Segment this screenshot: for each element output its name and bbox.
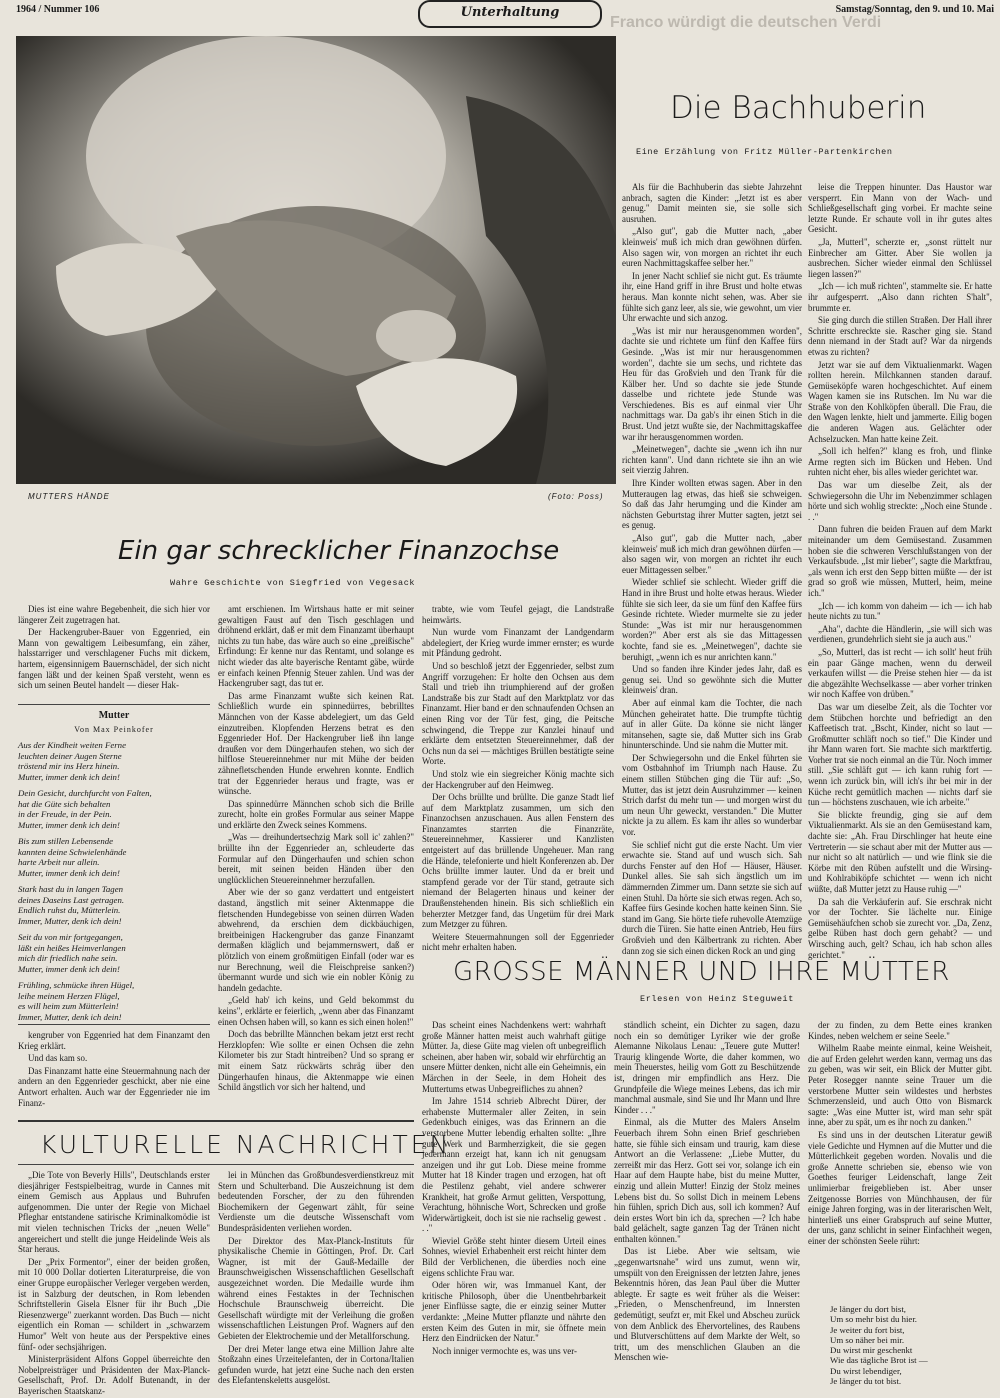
poem-stanza (18, 740, 210, 782)
paragraph: Das war um dieselbe Zeit, als die Tochter vor dem Stübchen horchte und befriedigt an den Kaffeetisch trat. „Bscht, Kinder, nicht so laut — Großmutter schläft noch so tief." Die Kinder und ihr Mann waren fort. Sie machte sich marktfertig. Vorher trat sie noch einmal an die Tür. Noch immer still. „Sie schläft gut — ich kann ruhig fort — wenn ich zurück bin, will ich's ihr bei mir in der Küche recht gemütlich machen — nichts darf sie tun — höchstens zuschauen, wie ich arbeite." (808, 701, 992, 808)
paragraph: Das war um dieselbe Zeit, als der Schwiegersohn die Uhr im Nebenzimmer schlagen hörte und sich wohlig streckte: „Noch eine Stunde . . ." (808, 480, 992, 522)
poem-line: deines Daseins Last getragen. (18, 894, 125, 905)
poem-stanza (18, 980, 210, 1022)
paragraph: Weitere Steuermahnungen soll der Eggenrieder nicht mehr erhalten haben. (422, 931, 614, 953)
story-grosse-maenner-column-1 (422, 1020, 606, 1394)
paragraph: Ministerpräsident Alfons Goppel überreichte den Nobelpreisträger und Präsidenten der Max-Planck-Gesellschaft, Prof. Dr. Adolf Butenandt, in der Bayerischen Staatskanz- (18, 1354, 210, 1396)
photo-illustration (16, 36, 616, 484)
verse-line: Um so mehr bist du hier. (830, 1314, 917, 1325)
poem-line: kannten deine Schwielenhände (18, 846, 127, 857)
paragraph: Das arme Finanzamt wußte sich keinen Rat. Schließlich wurde ein spinnedürres, bebrilltes Männchen von der Kasse abdelegiert, um das Geld einzutreiben. Klopfenden Herzens betrat es den Eggenrieder Hof. Der Hackengruber ließ ihn lange draußen vor dem Düngerhaufen stehen, wo sich der hilflose Steuereinnehmer nur mit Mühe der beiden zähnefletschenden Hunde erwehren konnte. Endlich trat der Eggenrieder heraus und fragte, was er wünsche. (218, 690, 414, 797)
story-title-bachhuberin: Die Bachhuberin (670, 90, 927, 126)
story-title-finanzochse: Ein gar schrecklicher Finanzochse (118, 536, 560, 566)
paragraph: Und das kam so. (28, 1053, 88, 1064)
poem-box (18, 710, 210, 1028)
poem-line: Mutter, immer denk ich dein! (18, 963, 120, 974)
bleed-through-headline: Franco würdigt die deutschen Verdi (610, 14, 882, 31)
paragraph: der zu finden, zu dem Bette eines kranken Kindes, neben welchem er seine Seele." (808, 1020, 992, 1041)
photo-caption: MUTTERS HÄNDE (28, 492, 110, 501)
epitaph-verse (830, 1304, 990, 1386)
poem-line: harte Arbeit nur allein. (18, 857, 100, 867)
poem-title: Mutter (98, 710, 130, 721)
paragraph: „Meinetwegen", dachte sie „wenn ich ihn nur richten kann". Und dann richtete sie ihn an wie seit vierzig Jahren. (622, 444, 802, 476)
story-byline-grosse-maenner: Erlesen von Heinz Steguweit (640, 994, 794, 1004)
poem-body (18, 740, 210, 1022)
verse-line: Je länger du dort bist, (830, 1304, 906, 1314)
poem-line: Immer, Mutter, denk ich dein! (18, 915, 122, 926)
poem-stanza (18, 884, 210, 926)
paragraph: Jetzt war sie auf dem Viktualienmarkt. Wagen rollten herein. Milchkannen standen darauf. Gemüseköpfe waren hochgeschichtet. Auf einem Wagen kamen sie ins Rutschen. Im Nu war die Straße von den Kohlköpfen überall. Die Frau, die den Wagen lenkte, hielt und jammerte. Eilig bogen die anderen Wagen aus. Gelächter oder Achselzucken. Man hatte keine Zeit. (808, 359, 992, 444)
paragraph: Als für die Bachhuberin das siebte Jahrzehnt anbrach, sagten die Kinder: „Jetzt ist es aber genug." Damit meinten sie, sie solle sich ausruhen. (622, 182, 802, 224)
poem-line: tröstend mir ins Herz hinein. (18, 761, 120, 771)
paragraph: Der drei Meter lange etwa eine Million Jahre alte Stoßzahn eines Urzeitelefanten, der in Cortona/Italien gefunden wurde, hat jetzt eine Suche nach den ersten des Elefantenskeletts ausgelöst. (218, 1343, 414, 1386)
verse-line: Du wirst lebendiger, (830, 1365, 902, 1376)
paragraph: Einmal, als die Mutter des Malers Anselm Feuerbach ihrem Sohn einen Brief geschrieben hatte, sie fühle sich einsam und traurig, kam diese Antwort an die Verlassene: „Liebe Mutter, du zerreißt mir das Herz. Gott sei vor, solange ich ein Haar auf dem Haupte habe, bist du meine Mutter, einzig und allein Mutter! Einzig der Stolz meines Lebens bist du. So sollst Dich in meinem Lebens hin fühlen, sprich Dich aus, soll ich kommen? Auf dein erstes Wort bin ich da, sprechen —? Ich habe bald gelächelt, sagte ganzen Tag der Tränen nicht enthalten können." (614, 1117, 800, 1244)
news-section-title: KULTURELLE NACHRICHTEN (40, 1130, 452, 1159)
paragraph: „Ich — ich komm von daheim — ich — ich hab heute nichts zu tun." (808, 600, 992, 622)
poem-line: Seit du von mir fortgegangen, (18, 932, 123, 942)
paragraph: Der Direktor des Max-Planck-Instituts für physikalische Chemie in Göttingen, Prof. Dr. Carl Wagner, ist mit der Gauß-Medaille der Braunschweigischen Wissenschaftlichen Gesellschaft ausgezeichnet worden. Die Medaille wurde ihm während eines Festaktes in der Technischen Hochschule Braunschweig überreicht. Die Gesellschaft würdigte mit der Verleihung die großen wissenschaftlichen Leistungen Prof. Wagners auf den Gebieten der Elektrochemie und der Metallforschung. (218, 1235, 414, 1341)
paragraph: trabte, wie vom Teufel gejagt, die Landstraße heimwärts. (422, 604, 614, 625)
paragraph: Das Finanzamt hatte eine Steuermahnung nach der andern an den Eggenrieder geschickt, aber nie eine Antwort erhalten. Auch war der Eggenrieder nie im Finanz- (18, 1065, 210, 1108)
poem-line: es will heim zum Mütterlein! (18, 1001, 119, 1011)
poem-line: Aus der Kindheit weiten Ferne (18, 740, 126, 750)
story-byline-finanzochse: Wahre Geschichte von Siegfried von Vegesack (170, 578, 416, 588)
paragraph: „So, Mutterl, das ist recht — ich sollt' heut früh ein paar Gänge machen, wenn du derweil verkaufen willst — die Preise stehen hier — da ist die abgezählte Wechselkasse — aber vorher trinken wir noch Kaffee von drüben." (808, 646, 992, 700)
paragraph: Und so beschloß jetzt der Eggenrieder, selbst zum Angriff vorzugehen: Er holte den Ochsen aus dem Stall und trieb ihn triumphierend auf der großen Landstraße bis zur Stadt auf den Marktplatz vor das Finanzamt. Hier band er den schnaufenden Ochsen an einen Ring vor der Tür fest, ging, die Peitsche schwingend, die Treppe zur Kanzlei hinauf und erklärte dem entsetzten Steuereinnehmer, daß der Ochs nun da sei — mächtiges Brüllen bestätigte seine Worte. (422, 660, 614, 767)
paragraph: Ihre Kinder wollten etwas sagen. Aber in den Mutteraugen lag etwas, das hieß sie schweigen. So daß das Jahr herumging und die Kinder am nächsten Geburtstag ihrer Mutter sagten, jetzt sei es genug. (622, 478, 802, 531)
paragraph: Noch inniger vermochte es, was uns ver- (432, 1345, 577, 1356)
verse-line: Um so näher bei mir. (830, 1334, 905, 1345)
story-finanzochse-column-3 (422, 604, 614, 953)
issue-date: Samstag/Sonntag, den 9. und 10. Mai (835, 4, 994, 15)
story-finanzochse-column-2 (218, 604, 414, 1108)
paragraph: Dann fuhren die beiden Frauen auf dem Markt miteinander um dem Gemüsestand. Zusammen hoben sie die schweren Verschlußstangen von der Verkaufsbude. „Ist mir lieber", sagte die Marktfrau, „als wenn ich erst den Sepp bitten müßte — der ist grad so groß wie müssen, Mutterl, heim, meine ich." (808, 524, 992, 598)
verse-line: Je länger du tot bist. (830, 1376, 902, 1387)
paragraph: Im Jahre 1514 schrieb Albrecht Dürer, der erhabenste Muttermaler aller Zeiten, in sein Gedenkbuch einiges, was das Erinnern an die verstorbene Mutter lebendig erhalten sollte: „Ihre gute Werk und Barmherzigkeit, die sie gegen jedermann erzeigt hat, kann ich nit genugsam anzeigen und ihr gut Lob. Diese meine fromme Mutter hat 18 Kinder tragen und erzogen, hat oft die Pestilenz gehabt, viel andere schwerer Krankheit, hat große Armut gelitten, Verspottung, Verachtung, höhnische Wort, Schrecken und große Widerwärtigkeit, doch ist sie nie rachselig gewest . . ." (422, 1096, 606, 1234)
paragraph: Wieviel Größe steht hinter diesem Urteil eines Sohnes, wieviel Erhabenheit erst reicht hinter dem Bild der Verblichenen, die überdies noch eine eigens schlichte Frau war. (422, 1235, 606, 1278)
story-grosse-maenner-column-2 (614, 1020, 800, 1394)
paragraph: Da sah die Verkäuferin auf. Sie erschrak nicht vor der Tochter. Sie lächelte nur. Einige Gemüsehäufchen schob sie zurecht vor. „Da, Zenz, gelbe Rüben hast doch gern gehabt? — und Wirsching auch, gelt? Schau, ich hab schon alles gerichtet." (808, 896, 992, 960)
paragraph: Sie ging durch die stillen Straßen. Der Hall ihrer Schritte erschreckte sie. Rascher ging sie. Stand denn niemand in der Stadt auf? War da nirgends etwas zu richten? (808, 315, 992, 357)
divider (18, 704, 210, 705)
paragraph: „Soll ich helfen?" klang es froh, und flinke Arme regten sich im Bücken und Heben. Und ruhten nicht eher, bis alles wieder gerichtet war. (808, 446, 992, 478)
poem-line: Endlich ruhst du, Mütterlein. (18, 905, 121, 915)
paragraph: amt erschienen. Im Wirtshaus hatte er mit seiner gewaltigen Faust auf den Tisch geschlagen und dröhnend erklärt, daß er mit dem Finanzamt überhaupt nichts zu tun habe, das wäre auch so eine „preißische" Erfindung: Er kenne nur das Rentamt, und solange es nicht wieder das alte bayerische Rentamt gäbe, würde er einfach keinen Pfennig Steuer zahlen. Und was der Hackengruber sagt, das tut er. (218, 604, 414, 689)
poem-stanza (18, 836, 210, 878)
divider (18, 1120, 414, 1122)
divider (18, 1024, 210, 1025)
poem-line: mich dir friedlich nahe sein. (18, 953, 118, 963)
photo-mothers-hands (16, 36, 616, 484)
paragraph: Das spinnedürre Männchen schob sich die Brille zurecht, holte ein großes Formular aus seiner Mappe und erklärte den Zweck seines Kommens. (218, 798, 414, 830)
poem-line: Mutter, immer denk ich dein! (18, 771, 120, 782)
paragraph: Sie schlief nicht gut die erste Nacht. Um vier erwachte sie. Stand auf und wusch sich. Sah durchs Fenster auf den Hof — Häuser, Häuser. Dunkel alles. Sie sah sich ängstlich um im dämmernden Zimmer um. Dann setzte sie sich auf einen Stuhl. Da hörte sie sich etwas regen. Ach so, Kaffee fürs Gesinde kochen hatte keinen Sinn. Sie stand im Gang. Sie hörte tiefe ruhevolle Atemzüge durch die Türen. Sie hatte einen Antrieb, Heu fürs Großvieh und den Kälbertrank zu richten. Aber dann zog sie sich einen dicken Rock an und ging (622, 839, 802, 956)
poem-line: Bis zum stillen Lebensende (18, 836, 114, 846)
story-finanzochse-column-1-bottom (18, 1030, 210, 1108)
poem-stanza (18, 932, 210, 974)
story-finanzochse-column-1-top (18, 604, 210, 700)
section-label: Unterhaltung (418, 0, 602, 28)
paragraph: Oder hören wir, was Immanuel Kant, der kritische Philosoph, über die Unentbehrbarkeit jener Einflüsse sagte, die er einzig seiner Mutter verdankte: „Meine Mutter pflanzte und nährte den ersten Keim des Guten in mir, sie öffnete mein Herz den Eindrücken der Natur." (422, 1280, 606, 1344)
paragraph: „Ja, Mutterl", scherzte er, „sonst rüttelt nur Einbrecher am Gitter. Aber Sie wollen ja ausbrechen. Sicher wieder einmal den Schlüssel liegen lassen?" (808, 236, 992, 279)
paragraph: Sie blickte freundig, ging sie auf dem Viktualienmarkt. Als sie an den Gemüsestand kam, dachte sie: „Ah. Frau Dirschlinger hat heute eine Vertreterin — sie schaut aber mit der Mutter aus — nur nicht so alt natürlich — und wie flink sie die Körbe mit den Rüben aufstellt und die Wirsing- und Kohlrabiköpfe schichtet — wenn ich nicht wüßte, daß Mutter jetzt zu Hause ruhig —" (808, 809, 992, 894)
paragraph: Das scheint eines Nachdenkens wert: wahrhaft große Männer hatten meist auch wahrhaft gütige Mütter. Ja, diese Güte mag vielen oft unbegreiflich scheinen, aber haben wir, sobald wir ehrfürchtig an unsere Mütter denken, nicht alle ein Geheimnis, ein Märchen in der Seele, in dem Hoheit des Muttertums etwas Unbegreifliches zu ahnen? (422, 1020, 606, 1094)
paragraph: Der Schwiegersohn und die Enkel führten sie vom Ostbahnhof im Triumph nach Hause. Zu einem stillen Stübchen ging die Tür auf: „So, Mutter, das ist jetzt dein Ausruhzimmer — keinen Strich darfst du mehr tun — und morgen wirst du um neun Uhr geweckt, verstanden." Die Mutter nickte ja zu allem. Es kam ihr alles so wunderbar vor. (622, 752, 802, 838)
poem-line: Immer, Mutter, denk ich dein! (18, 1011, 122, 1022)
paragraph: „Was ist mir nur herausgenommen worden", dachte sie und richtete um fünf den Kaffee fürs Gesinde. „Was ist mir nur herausgenommen worden", dachte sie um sechs, und richtete das Heu für das Großvieh und den Trank für die Kälber her. Und so dachte sie jede Stunde dasselbe und richtete jede Stunde was Verschiedenes. Bis es auf einmal vier Uhr nachmittags war. Da gab's ihr einen Stich in die Brust. Und jetzt wußte sie, der Nachmittagskaffee war ihr herausgenommen worden. (622, 325, 802, 442)
poem-line: Mutter, immer denk ich dein! (18, 867, 120, 878)
poem-author: Von Max Peinkofer (74, 725, 154, 734)
paragraph: Wilhelm Raabe meinte einmal, keine Weisheit, die auf Erden gelehrt werden kann, vermag uns das zu geben, was wir seit, ein Blick der Mutter gibt. Peter Rosegger nannte seine Trauer um die verstorbene Mutter sein wildestes und herbstes Schmerzensleid, und auch Otto von Bismarck sagte: „Was eine Mutter ist, wird man sehr spät inne, aber zu spät, um es ihr noch zu danken." (808, 1043, 992, 1128)
story-byline-bachhuberin: Eine Erzählung von Fritz Müller-Partenkirchen (636, 147, 893, 157)
poem-line: leihe meinem Herzen Flügel, (18, 990, 120, 1001)
paragraph: Dies ist eine wahre Begebenheit, die sich hier vor längerer Zeit zugetragen hat. (18, 604, 210, 625)
paragraph: Wieder schlief sie schlecht. Wieder griff die Hand in ihre Brust und holte etwas heraus. Wieder fühlte sie sich leer, da sie um fünf den Kaffee fürs Gesinde richtete. Wieder murmelte sie zu jeder Stunde: „Was ist mir nur herausgenommen worden?" Aber erst als sie das Mittagessen kochte, fand sie es. „Meinetwegen", dachte sie beruhigt, „wenn ich es nur anrichten kann." (622, 577, 802, 662)
paragraph: Der „Prix Formentor", einer der beiden großen, mit 10 000 Dollar dotierten Literaturpreise, die von einer Gruppe europäischer Verleger vergeben werden, ist in Salzburg der deutschen, in Rom lebenden Schriftstellerin Gisela Elsner für ihr Buch „Die Riesenzwerge" zuerkannt worden. Das Buch — nicht eigentlich ein Roman — schildert in „schwarzem Humor" Welt von heute aus der Perspektive eines fünf- oder sechsjährigen. (18, 1256, 210, 1352)
divider (18, 1164, 414, 1165)
verse-line: Du wirst mir geschenkt (830, 1345, 913, 1356)
story-bachhuberin-column-2 (808, 182, 992, 960)
paragraph: lei in München das Großbundesverdienstkreuz mit Stern und Schulterband. Die Auszeichnung ist dem bedeutenden Forscher, der zu den führenden Biochemikern der Gegenwart zählt, für seine Verdienste um die deutsche Wissenschaft vom Bundespräsidenten verliehen worden. (218, 1170, 414, 1233)
news-column-2 (218, 1170, 414, 1394)
poem-stanza (18, 788, 210, 830)
paragraph: Das ist Liebe. Aber wie seltsam, wie „gegenwartsnahe" wird uns zumut, wenn wir, umspült von den Ereignissen der letzten Jahre, jenes Bekenntnis hören, das Jean Paul über die Mutter ablegte. Er sagte es weit früher als die Weiser: „Frieden, o Menschenfreund, im Innersten gedemütigt, seufzt er, mit Ekel und Abscheu zurück von dem Anblick des Ehervortelines, des Raubens und Blutverschüttens auf dem Markte der Welt, so tritt, um des menschlichen Glauben an die Menschen wie- (614, 1246, 800, 1363)
paragraph: Und so fanden ihre Kinder jedes Jahr, daß es genug sei. Und so gewöhnte sich die Mutter kleinweis' dran. (622, 664, 802, 696)
poem-line: hat die Güte sich behalten (18, 798, 111, 809)
paragraph: Es sind uns in der deutschen Literatur gewiß viele Gedichte und Hymnen auf die Mutter und die Mütterlichkeit gegeben worden. Novalis und die große Annette schrieben sie, ebenso wie von Goethes feuriger Leidenschaft, lange Zeit unlimierbar freigeblieben ist. Aber unser Zeitgenosse Borries von Münchhausen, der für einige Jahren forging, was in der literarischen Welt, hinterließ uns einer Grabspruch auf seine Mutter, der uns, ganz schlicht in seiner Einfachheit wegen, einer der schönsten Seele rührt: (808, 1129, 992, 1246)
paragraph: „Also gut", gab die Mutter nach, „aber kleinweis' muß ich mich dran gewöhnen dürfen. Also sagen wir, von morgen an richtet ihr euch euren Nachmittagskaffee selber her." (622, 226, 802, 269)
verse-line: Wie das tägliche Brot ist — (830, 1355, 928, 1366)
news-column-1 (18, 1170, 210, 1394)
paragraph: „Ich — ich muß richten", stammelte sie. Er hatte ihr aufgesperrt. „Also dann richten S'halt", brummte er. (808, 281, 992, 313)
paragraph: Aber wie der so ganz verdattert und entgeistert dastand, ängstlich mit seiner Aktenmappe die fletschenden Hundegebisse von seinen dürren Waden abwehrend, da erschien dem dickbäuchigen, breitbeinigen Hackengruber das ganze Finanzamt dermaßen kläglich und bejammernswert, daß er plötzlich von einem großmütigen Einfall (oder war es nur Berechnung, weil die Fleischpreise sanken?) übermannt wurde und sich wie ein nobler König zu handeln gedachte. (218, 887, 414, 993)
poem-line: Frühling, schmücke ihren Hügel, (18, 980, 135, 990)
paragraph: „Aha", dachte die Händlerin, „sie will sich was verdienen, grundehrlich sieht sie ja auch aus." (808, 623, 992, 645)
poem-line: leuchten deiner Augen Sterne (18, 750, 122, 761)
paragraph: kengruber von Eggenried hat dem Finanzamt den Krieg erklärt. (18, 1030, 210, 1051)
paragraph: Nun wurde vom Finanzamt der Landgendarm abdelegiert, der Krieg wurde immer ernster; es wurde mit Pfändung gedroht. (422, 627, 614, 659)
paragraph: „Was — dreihundertsechzig Mark soll ic' zahlen?" brüllte ihn der Eggenrieder an, schleuderte das Formular auf den Düngerhaufen und schien schon bereit, mit seinen beiden Händen über den unglücklichen Steuereinnehmer herzufallen. (218, 832, 414, 885)
verse-line: Je weiter du fort bist, (830, 1324, 905, 1335)
poem-line: Stark hast du in langen Tagen (18, 884, 123, 894)
paragraph: leise die Treppen hinunter. Das Haustor war versperrt. Ein Mann von der Wach- und Schließgesellschaft ging vorbei. Er machte seine letzte Runde. Er schaute voll in ihr gutes altes Gesicht. (808, 182, 992, 235)
poem-line: in der Freude, in der Pein. (18, 809, 112, 819)
page-number: 1964 / Nummer 106 (16, 4, 100, 15)
story-title-grosse-maenner: GROSSE MÄNNER UND IHRE MÜTTER (453, 957, 950, 987)
paragraph: In jener Nacht schlief sie nicht gut. Es träumte ihr, eine Hand griff in ihre Brust und holte etwas heraus. Man konnte nicht sehen, was. Aber sie fühlte sich ganz leer, als sie, wie gewohnt, um vier Uhr erwachte und sich anzog. (622, 270, 802, 324)
paragraph: „Geld hab' ich keins, und Geld bekommst du keins", erklärte er feierlich, „wenn aber das Finanzamt einen Ochsen haben will, so kann es sich einen holen!" (218, 995, 414, 1027)
paragraph: „Die Tote von Beverly Hills", Deutschlands erster diesjähriger Festspielbeitrag, wurde in Cannes mit einem Gemisch aus Applaus und Buhrufen aufgenommen. Die unter der Regie von Michael Pfleghar entstandene satirische Kriminalkomödie ist mit vielen technischen Tricks der „neuen Welle" angereichert und stellt die junge Heidelinde Weis als Star heraus. (18, 1170, 210, 1255)
poem-line: Dein Gesicht, durchfurcht von Falten, (18, 788, 152, 798)
paragraph: Und stolz wie ein siegreicher König machte sich der Hackengruber auf den Heimweg. (422, 768, 614, 790)
paragraph: Doch das bebrillte Männchen bekam jetzt erst recht Herzklopfen: Wie sollte er einen Ochsen die zehn Kilometer bis zur Stadt hintreiben? Und so sprang er mit einem Satz rückwärts schräg über den Düngerhaufen hinaus, die Aktenmappe wie einen Schild ängstlich vor sich her haltend, und (218, 1029, 414, 1093)
photo-credit: (Foto: Poss) (548, 492, 604, 501)
paragraph: ständlich scheint, ein Dichter zu sagen, dazu noch ein so demütiger Lyriker wie der große Alemanne Nikolaus Lenau: „Teuere gute Mutter! Traurig klingende Worte, die daher kommen, wo mein Theuerstes, heilig vom Gott zu Beschützende ist, dringen mir empfindlich ans Herz. Die Grundpfeile die Wiege meines Lebens, das ich mir manchmal ausmale, sind Sie und Ihr Mann und Ihre Kinder . . ." (614, 1020, 800, 1115)
paragraph: „Also gut", gab die Mutter nach, „aber kleinweis' muß ich mich dran gewöhnen dürfen — also sagen wir, von morgen an richtet ihr euch euer Mittagessen selber." (622, 533, 802, 575)
paragraph: Aber auf einmal kam die Tochter, die nach München geheiratet hatte. Die trumpfte tüchtig auf in aller Güte. Da könne sie nicht länger mitansehen, sagte sie, daß Mutter sich ins Grab hinunterschinde. Und sie nahm die Mutter mit. (622, 697, 802, 751)
poem-line: läßt ein heißes Heimverlangen (18, 942, 126, 953)
paragraph: Der Ochs brüllte und brüllte. Die ganze Stadt lief auf dem Marktplatz zusammen, um sich den Finanzochsen anzuschauen. Aus allen Fenstern des Finanzamtes starrten die Finanzräte, Steuereinnehmer, Kassierer und Kanzlisten entgeistert auf das brüllende Ungeheuer. Man rang die Hände, telefonierte und hielt Konferenzen ab. Der Ochs brüllte immer lauter. Und da er breit und stampfend gerade vor der Tür stand, getraute sich niemand der Belagerten hinaus und keiner der Draußenstehenden hinein. Bis sich schließlich ein beherzter Metzger fand, das Ungetüm für drei Mark zum Metzger zu führen. (422, 792, 614, 930)
story-grosse-maenner-column-3 (808, 1020, 992, 1302)
story-bachhuberin-column-1 (622, 182, 802, 956)
poem-line: Mutter, immer denk ich dein! (18, 819, 120, 830)
paragraph: Der Hackengruber-Bauer von Eggenried, ein Mann von gewaltigem Leibesumfang, ein zäher, halsstarriger und verschlagener Fuchs mit dickem, hartem, eigensinnigem Bauernschädel, der sich nicht fangen läßt und der keinen Spaß versteht, wenn es sich um seinen Beutel handelt — dieser Hak- (18, 627, 210, 691)
